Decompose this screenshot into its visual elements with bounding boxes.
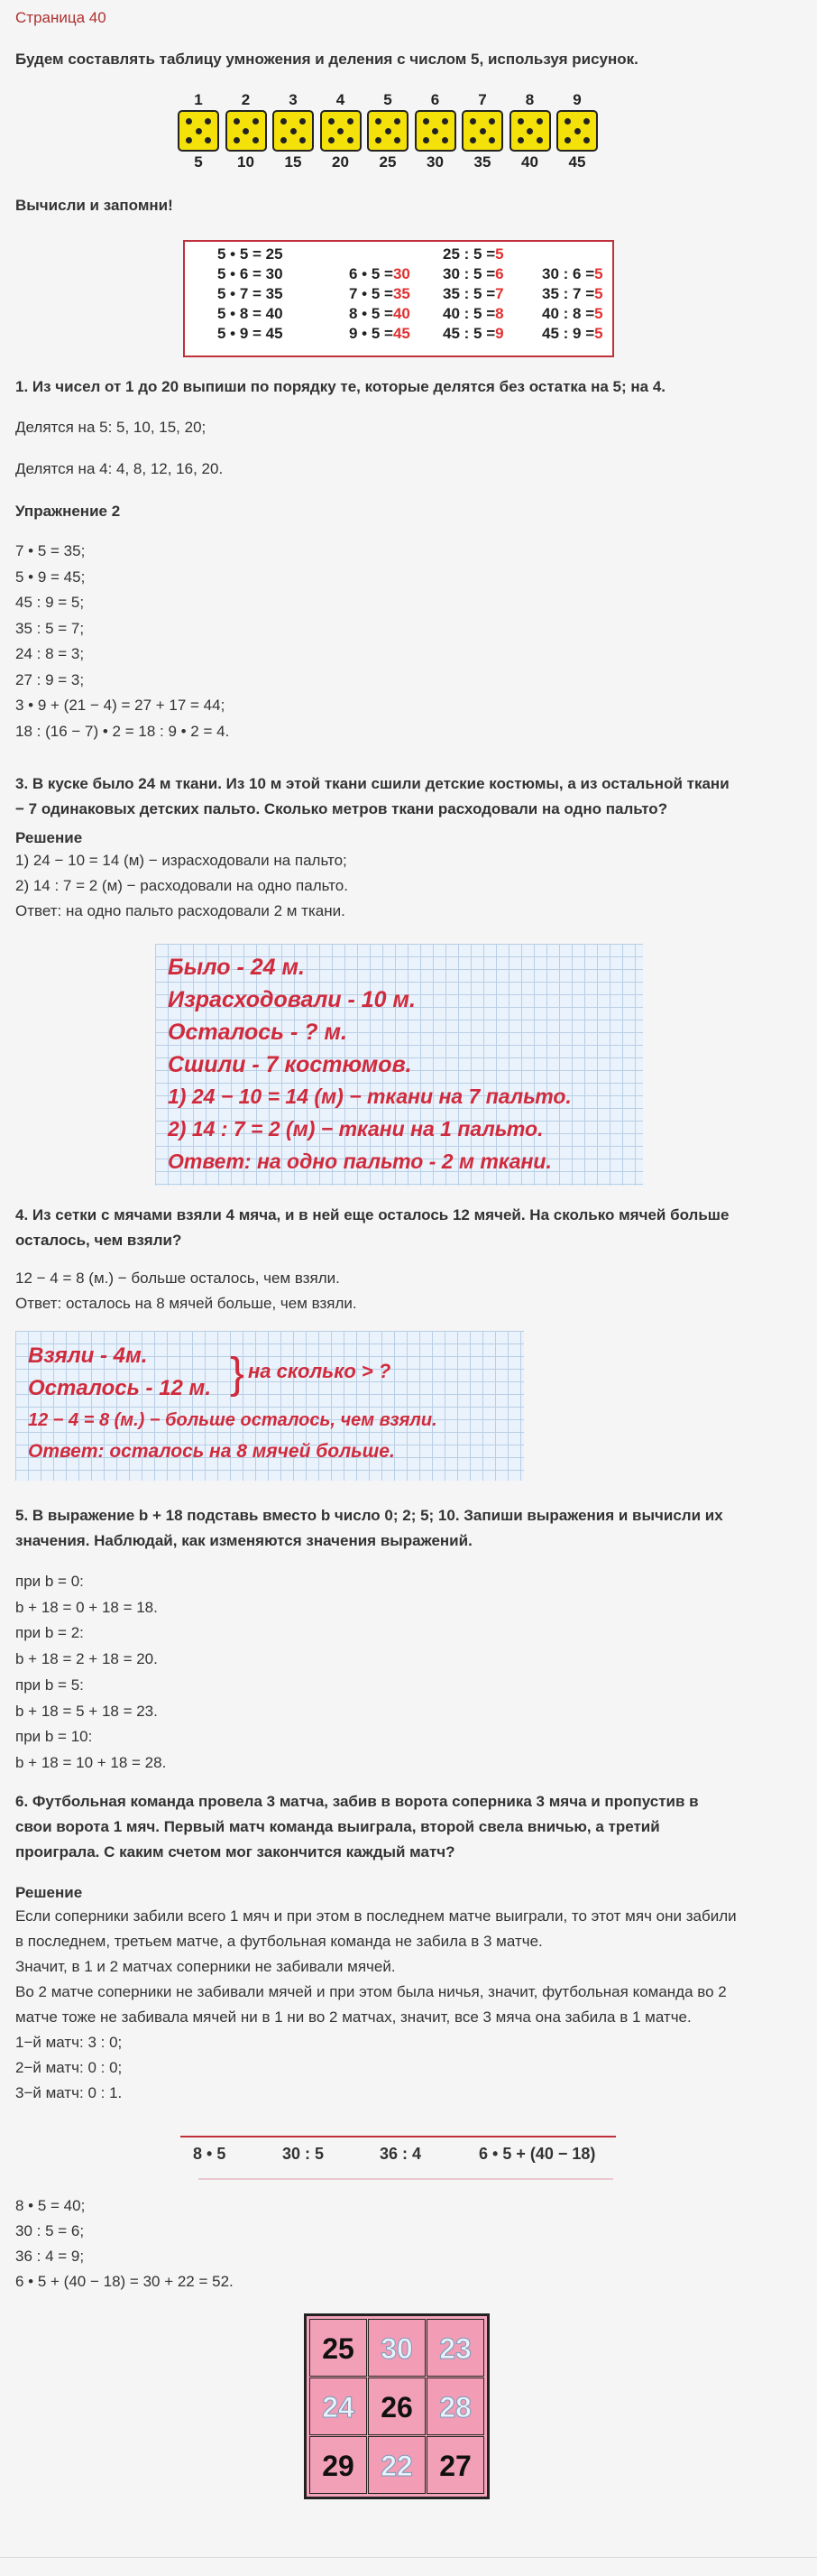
table-cell: 5 • 5 = 25	[217, 245, 283, 263]
table-cell	[542, 264, 603, 284]
die-face-icon	[415, 110, 456, 152]
table-expr: 45 : 5 =	[443, 325, 496, 342]
table-expr: 25 : 5 =	[443, 245, 496, 263]
table-cell	[443, 304, 504, 324]
ex2-heading: Упражнение 2	[15, 503, 121, 520]
table-answer: 45	[392, 325, 410, 342]
die-top-number: 3	[289, 91, 298, 108]
die-top-number: 2	[241, 91, 251, 108]
text-line: матче тоже не забивала мячей ни в 1 ни во 2 матчах, значит, все 3 мяча она забила в 1 матче.	[15, 2008, 692, 2026]
die	[269, 90, 317, 171]
table-answer: 8	[495, 305, 504, 322]
task3-question-l2: − 7 одинаковых детских пальто. Сколько метров ткани расходовали на одно пальто?	[15, 800, 668, 817]
die-top-number: 5	[383, 91, 392, 108]
task3-note-line: 2) 14 : 7 = 2 (м) − ткани на 1 пальто.	[168, 1117, 544, 1140]
text-line: 27 : 9 = 3;	[15, 670, 85, 688]
table-answer: 9	[495, 325, 504, 342]
table-expr: 30 : 6 =	[542, 265, 595, 282]
table-cell: 5 • 9 = 45	[217, 325, 283, 342]
task3-note-line: Израсходовали - 10 м.	[168, 987, 416, 1012]
text-line: Значит, в 1 и 2 матчах соперники не забивали мячей.	[15, 1958, 396, 1975]
task4-note-l4: Ответ: осталось на 8 мячей больше.	[28, 1441, 395, 1462]
task1-question: 1. Из чисел от 1 до 20 выпиши по порядку те, которые делятся без остатка на 5; на 4.	[15, 378, 666, 395]
task4-note-l1: Взяли - 4м.	[28, 1343, 148, 1368]
text-line: при b = 5:	[15, 1676, 84, 1694]
text-line: 45 : 9 = 5;	[15, 594, 85, 611]
task4-question-l2: осталось, чем взяли?	[15, 1232, 182, 1249]
die	[317, 90, 365, 171]
expression: 6 • 5 + (40 − 18)	[479, 2145, 596, 2163]
die	[174, 90, 223, 171]
die-bottom-number: 5	[194, 153, 203, 171]
text-line: Ответ: осталось на 8 мячей больше, чем взяли.	[15, 1295, 357, 1312]
die-top-number: 4	[335, 91, 345, 108]
die-top-number: 7	[478, 91, 487, 108]
text-line: Если соперники забили всего 1 мяч и при этом в последнем матче выиграли, то этот мяч они забили	[15, 1907, 737, 1925]
table-cell	[542, 324, 603, 344]
magic-square-cell: 27	[427, 2436, 484, 2494]
task3-solution-heading: Решение	[15, 829, 83, 846]
die-top-number: 1	[194, 91, 203, 108]
die	[411, 90, 460, 171]
text-line: в последнем, третьем матче, а футбольная команда не забила в 3 матче.	[15, 1933, 543, 1950]
text-line: 8 • 5 = 40;	[15, 2197, 86, 2214]
die-bottom-number: 20	[332, 153, 349, 171]
table-cell	[443, 264, 504, 284]
text-line: 24 : 8 = 3;	[15, 645, 85, 662]
divider-line	[180, 2136, 616, 2137]
die-face-icon	[320, 110, 362, 152]
text-line: b + 18 = 2 + 18 = 20.	[15, 1650, 158, 1668]
text-line: Ответ: на одно пальто расходовали 2 м ткани.	[15, 902, 345, 919]
text-line: 18 : (16 − 7) • 2 = 18 : 9 • 2 = 4.	[15, 722, 230, 740]
expression: 36 : 4	[380, 2145, 422, 2163]
table-cell	[349, 304, 410, 324]
task3-note-line: Осталось - ? м.	[168, 1020, 347, 1045]
table-answer: 5	[594, 305, 603, 322]
table-cell	[443, 245, 504, 264]
table-cell: 5 • 6 = 30	[217, 265, 283, 282]
text-line: b + 18 = 0 + 18 = 18.	[15, 1598, 158, 1616]
text-line: 5 • 9 = 45;	[15, 568, 86, 586]
die-top-number: 8	[525, 91, 535, 108]
table-expr: 35 : 5 =	[443, 285, 496, 302]
text-line: b + 18 = 10 + 18 = 28.	[15, 1753, 167, 1771]
task4-question-l1: 4. Из сетки с мячами взяли 4 мяча, и в ней еще осталось 12 мячей. На сколько мячей больше	[15, 1206, 730, 1223]
table-answer: 5	[594, 285, 603, 302]
die	[363, 90, 412, 171]
brace-icon: }	[230, 1350, 245, 1398]
table-cell	[443, 284, 504, 304]
die-bottom-number: 25	[379, 153, 397, 171]
table-expr: 7 • 5 =	[349, 285, 393, 302]
task6-question-l3: проиграла. С каким счетом мог закончится каждый матч?	[15, 1843, 455, 1860]
table-cell	[349, 324, 410, 344]
table-cell	[349, 284, 410, 304]
table-cell: 5 • 7 = 35	[217, 285, 283, 302]
magic-square-cell: 30	[368, 2319, 426, 2377]
expression: 8 • 5	[193, 2145, 226, 2163]
table-answer: 5	[495, 245, 504, 263]
task5-question-l1: 5. В выражение b + 18 подставь вместо b число 0; 2; 5; 10. Запиши выражения и вычисли их	[15, 1507, 723, 1524]
multiplication-table	[183, 240, 614, 357]
task3-note-line: 1) 24 − 10 = 14 (м) − ткани на 7 пальто.	[168, 1085, 572, 1108]
text-line: 7 • 5 = 35;	[15, 542, 86, 559]
table-answer: 5	[594, 325, 603, 342]
text-line: 6 • 5 + (40 − 18) = 30 + 22 = 52.	[15, 2273, 234, 2290]
divider-line-2	[198, 2178, 613, 2180]
text-line: 1) 24 − 10 = 14 (м) − израсходовали на пальто;	[15, 852, 347, 869]
text-line: 36 : 4 = 9;	[15, 2248, 85, 2265]
dice-row	[174, 90, 625, 171]
text-line: 3−й матч: 0 : 1.	[15, 2084, 123, 2101]
task4-note-l2: Осталось - 12 м.	[28, 1376, 211, 1400]
die-face-icon	[178, 110, 219, 152]
text-line: 2−й матч: 0 : 0;	[15, 2059, 123, 2076]
text-line: при b = 2:	[15, 1624, 84, 1642]
die-face-icon	[462, 110, 503, 152]
table-expr: 8 • 5 =	[349, 305, 393, 322]
compute-heading: Вычисли и запомни!	[15, 197, 173, 214]
task1-line1: Делятся на 5: 5, 10, 15, 20;	[15, 419, 207, 436]
die-face-icon	[556, 110, 598, 152]
magic-square-cell: 28	[427, 2377, 484, 2435]
table-answer: 30	[392, 265, 410, 282]
table-cell: 5 • 8 = 40	[217, 305, 283, 322]
task3-note-line: Ответ: на одно пальто - 2 м ткани.	[168, 1150, 552, 1173]
die	[506, 90, 555, 171]
magic-square-cell: 22	[368, 2436, 426, 2494]
table-answer: 40	[392, 305, 410, 322]
task6-question-l1: 6. Футбольная команда провела 3 матча, забив в ворота соперника 3 мяча и пропустив в	[15, 1793, 699, 1810]
table-cell	[349, 264, 410, 284]
text-line: 30 : 5 = 6;	[15, 2222, 85, 2239]
text-line: при b = 0:	[15, 1573, 84, 1590]
table-answer: 7	[495, 285, 504, 302]
die-bottom-number: 10	[237, 153, 254, 171]
magic-square-cell: 26	[368, 2377, 426, 2435]
text-line: 3 • 9 + (21 − 4) = 27 + 17 = 44;	[15, 697, 225, 714]
die-top-number: 6	[430, 91, 440, 108]
magic-square-cell: 29	[309, 2436, 367, 2494]
page-title: Страница 40	[15, 9, 106, 26]
die-face-icon	[272, 110, 314, 152]
text-line: Во 2 матче соперники не забивали мячей и при этом была ничья, значит, футбольная команда во 2	[15, 1983, 727, 2000]
task6-question-l2: свои ворота 1 мяч. Первый матч команда выиграла, второй свела вничью, а третий	[15, 1818, 660, 1835]
task1-line2: Делятся на 4: 4, 8, 12, 16, 20.	[15, 460, 224, 477]
table-expr: 40 : 8 =	[542, 305, 595, 322]
table-expr: 30 : 5 =	[443, 265, 496, 282]
task3-short-note	[155, 944, 643, 1186]
task4-note-l3: 12 − 4 = 8 (м.) − больше осталось, чем взяли.	[28, 1410, 437, 1430]
text-line: при b = 10:	[15, 1728, 93, 1746]
die-bottom-number: 30	[427, 153, 444, 171]
die-face-icon	[367, 110, 408, 152]
magic-square-cell: 24	[309, 2377, 367, 2435]
task5-question-l2: значения. Наблюдай, как изменяются значения выражений.	[15, 1532, 473, 1549]
table-answer: 35	[392, 285, 410, 302]
table-cell	[443, 324, 504, 344]
text-line: 2) 14 : 7 = 2 (м) − расходовали на одно пальто.	[15, 877, 348, 894]
die-top-number: 9	[573, 91, 582, 108]
task3-note-line: Было - 24 м.	[168, 955, 305, 980]
die-face-icon	[225, 110, 267, 152]
task4-note-brace: на сколько > ?	[248, 1360, 391, 1382]
magic-square-cell: 25	[309, 2319, 367, 2377]
table-expr: 40 : 5 =	[443, 305, 496, 322]
text-line: b + 18 = 5 + 18 = 23.	[15, 1702, 158, 1720]
table-cell	[542, 304, 603, 324]
text-line: 12 − 4 = 8 (м.) − больше осталось, чем взяли.	[15, 1270, 340, 1287]
die-bottom-number: 45	[568, 153, 586, 171]
table-answer: 5	[594, 265, 603, 282]
task4-short-note	[15, 1331, 524, 1481]
die	[553, 90, 601, 171]
expression: 30 : 5	[282, 2145, 325, 2163]
footer-separator	[0, 2557, 817, 2558]
table-answer: 6	[495, 265, 504, 282]
magic-square-cell: 23	[427, 2319, 484, 2377]
table-expr: 35 : 7 =	[542, 285, 595, 302]
table-cell	[542, 284, 603, 304]
table-expr: 45 : 9 =	[542, 325, 595, 342]
die-bottom-number: 40	[521, 153, 538, 171]
die-bottom-number: 35	[473, 153, 491, 171]
table-expr: 6 • 5 =	[349, 265, 393, 282]
die-face-icon	[509, 110, 551, 152]
task3-note-line: Сшили - 7 костюмов.	[168, 1052, 412, 1077]
die	[458, 90, 507, 171]
task3-question-l1: 3. В куске было 24 м ткани. Из 10 м этой ткани сшили детские костюмы, а из остальной ткани	[15, 775, 730, 792]
task6-solution-heading: Решение	[15, 1884, 83, 1901]
magic-square	[304, 2313, 490, 2499]
die	[222, 90, 271, 171]
intro-text: Будем составлять таблицу умножения и деления с числом 5, используя рисунок.	[15, 51, 638, 68]
die-bottom-number: 15	[284, 153, 302, 171]
text-line: 1−й матч: 3 : 0;	[15, 2034, 123, 2051]
table-expr: 9 • 5 =	[349, 325, 393, 342]
text-line: 35 : 5 = 7;	[15, 619, 85, 637]
